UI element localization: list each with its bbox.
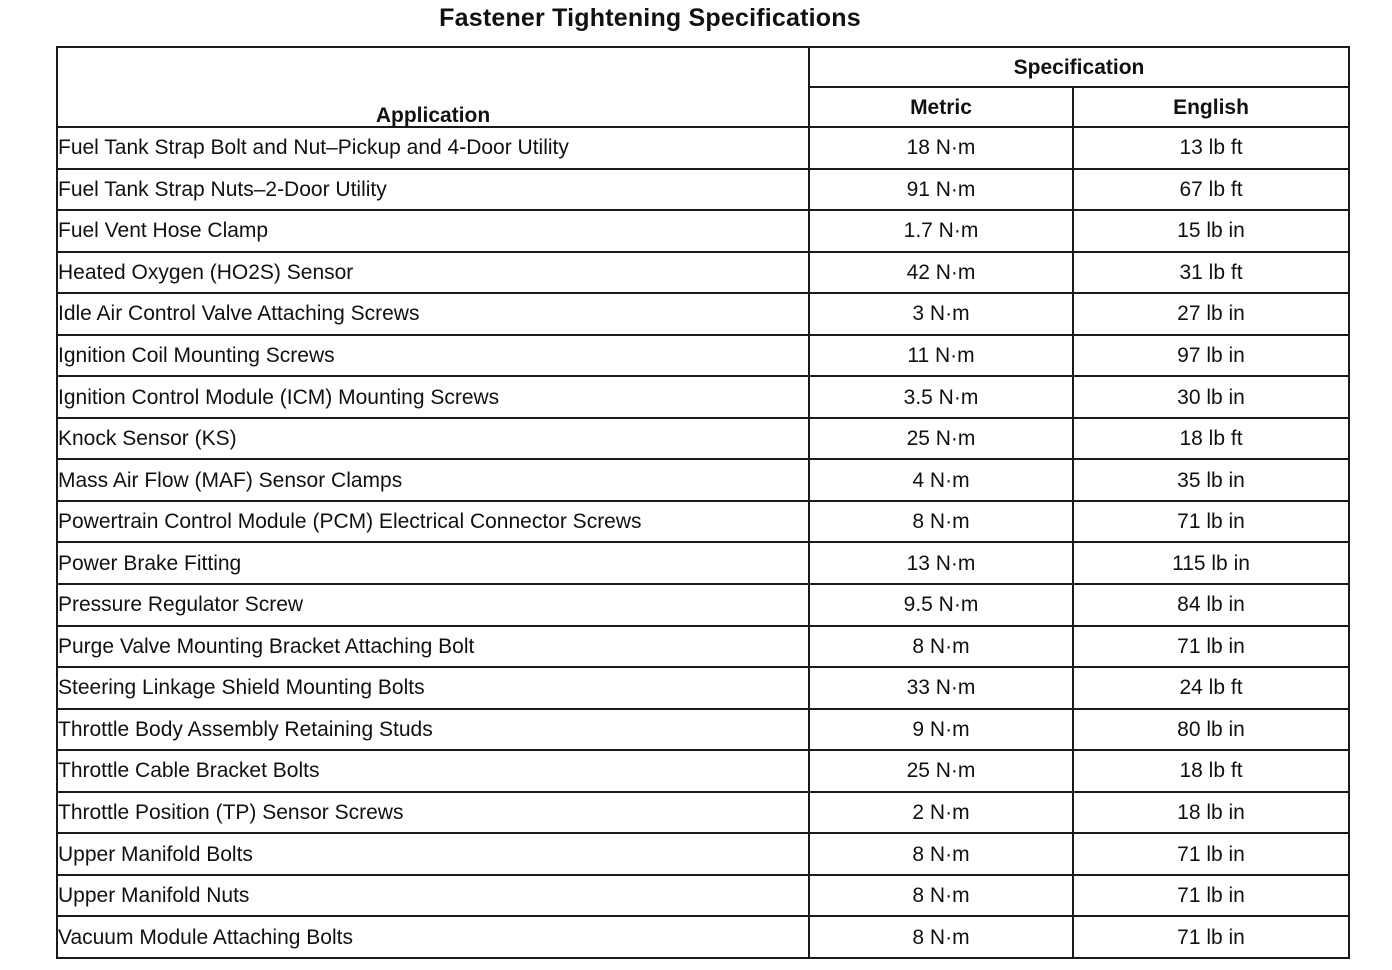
table-row xyxy=(57,252,1349,294)
table-row xyxy=(57,709,1349,751)
table-header xyxy=(57,47,1349,127)
english-cell: 71 lb in xyxy=(1073,875,1349,917)
table-row xyxy=(57,833,1349,875)
metric-cell: 25 N·m xyxy=(809,750,1073,792)
metric-column-header: Metric xyxy=(809,87,1073,127)
english-cell: 35 lb in xyxy=(1073,459,1349,501)
english-cell: 13 lb ft xyxy=(1073,127,1349,169)
metric-cell: 1.7 N·m xyxy=(809,210,1073,252)
table-row xyxy=(57,542,1349,584)
metric-cell: 8 N·m xyxy=(809,916,1073,958)
table-row xyxy=(57,667,1349,709)
english-cell: 71 lb in xyxy=(1073,833,1349,875)
english-cell: 27 lb in xyxy=(1073,293,1349,335)
table-row xyxy=(57,127,1349,169)
table-row xyxy=(57,210,1349,252)
english-cell: 80 lb in xyxy=(1073,709,1349,751)
application-cell: Heated Oxygen (HO2S) Sensor xyxy=(57,252,809,294)
metric-cell: 18 N·m xyxy=(809,127,1073,169)
application-cell: Idle Air Control Valve Attaching Screws xyxy=(57,293,809,335)
table-row xyxy=(57,459,1349,501)
application-cell: Fuel Tank Strap Bolt and Nut–Pickup and 4-Door Utility xyxy=(57,127,809,169)
metric-cell: 33 N·m xyxy=(809,667,1073,709)
table-row xyxy=(57,792,1349,834)
metric-cell: 3.5 N·m xyxy=(809,376,1073,418)
metric-cell: 3 N·m xyxy=(809,293,1073,335)
application-cell: Powertrain Control Module (PCM) Electrical Connector Screws xyxy=(57,501,809,543)
table-row xyxy=(57,875,1349,917)
english-cell: 30 lb in xyxy=(1073,376,1349,418)
table-body xyxy=(57,127,1349,958)
application-cell: Steering Linkage Shield Mounting Bolts xyxy=(57,667,809,709)
metric-cell: 8 N·m xyxy=(809,833,1073,875)
english-cell: 71 lb in xyxy=(1073,501,1349,543)
metric-cell: 9 N·m xyxy=(809,709,1073,751)
table-row xyxy=(57,626,1349,668)
table-row xyxy=(57,376,1349,418)
english-cell: 31 lb ft xyxy=(1073,252,1349,294)
metric-cell: 11 N·m xyxy=(809,335,1073,377)
english-cell: 67 lb ft xyxy=(1073,169,1349,211)
application-cell: Throttle Cable Bracket Bolts xyxy=(57,750,809,792)
metric-cell: 9.5 N·m xyxy=(809,584,1073,626)
metric-cell: 8 N·m xyxy=(809,875,1073,917)
english-cell: 18 lb in xyxy=(1073,792,1349,834)
application-cell: Upper Manifold Bolts xyxy=(57,833,809,875)
application-cell: Mass Air Flow (MAF) Sensor Clamps xyxy=(57,459,809,501)
metric-cell: 4 N·m xyxy=(809,459,1073,501)
application-cell: Purge Valve Mounting Bracket Attaching Bolt xyxy=(57,626,809,668)
fastener-spec-table xyxy=(56,46,1350,959)
table-row xyxy=(57,584,1349,626)
application-cell: Fuel Vent Hose Clamp xyxy=(57,210,809,252)
table-row xyxy=(57,916,1349,958)
application-cell: Ignition Coil Mounting Screws xyxy=(57,335,809,377)
english-column-header: English xyxy=(1073,87,1349,127)
english-cell: 115 lb in xyxy=(1073,542,1349,584)
english-cell: 84 lb in xyxy=(1073,584,1349,626)
application-cell: Ignition Control Module (ICM) Mounting Screws xyxy=(57,376,809,418)
english-cell: 71 lb in xyxy=(1073,916,1349,958)
application-cell: Pressure Regulator Screw xyxy=(57,584,809,626)
application-cell: Fuel Tank Strap Nuts–2-Door Utility xyxy=(57,169,809,211)
english-cell: 15 lb in xyxy=(1073,210,1349,252)
table-row xyxy=(57,501,1349,543)
english-cell: 24 lb ft xyxy=(1073,667,1349,709)
english-cell: 18 lb ft xyxy=(1073,418,1349,460)
metric-cell: 8 N·m xyxy=(809,626,1073,668)
specification-column-header: Specification xyxy=(809,47,1349,87)
metric-cell: 13 N·m xyxy=(809,542,1073,584)
metric-cell: 25 N·m xyxy=(809,418,1073,460)
english-cell: 97 lb in xyxy=(1073,335,1349,377)
application-cell: Throttle Position (TP) Sensor Screws xyxy=(57,792,809,834)
application-cell: Vacuum Module Attaching Bolts xyxy=(57,916,809,958)
application-cell: Power Brake Fitting xyxy=(57,542,809,584)
table-row xyxy=(57,418,1349,460)
table-row xyxy=(57,750,1349,792)
english-cell: 71 lb in xyxy=(1073,626,1349,668)
table-row xyxy=(57,335,1349,377)
metric-cell: 2 N·m xyxy=(809,792,1073,834)
page-title: Fastener Tightening Specifications xyxy=(439,4,861,32)
application-column-header: Application xyxy=(57,47,809,127)
application-cell: Upper Manifold Nuts xyxy=(57,875,809,917)
english-cell: 18 lb ft xyxy=(1073,750,1349,792)
metric-cell: 91 N·m xyxy=(809,169,1073,211)
table-row xyxy=(57,293,1349,335)
application-cell: Knock Sensor (KS) xyxy=(57,418,809,460)
table-row xyxy=(57,169,1349,211)
metric-cell: 8 N·m xyxy=(809,501,1073,543)
application-cell: Throttle Body Assembly Retaining Studs xyxy=(57,709,809,751)
metric-cell: 42 N·m xyxy=(809,252,1073,294)
